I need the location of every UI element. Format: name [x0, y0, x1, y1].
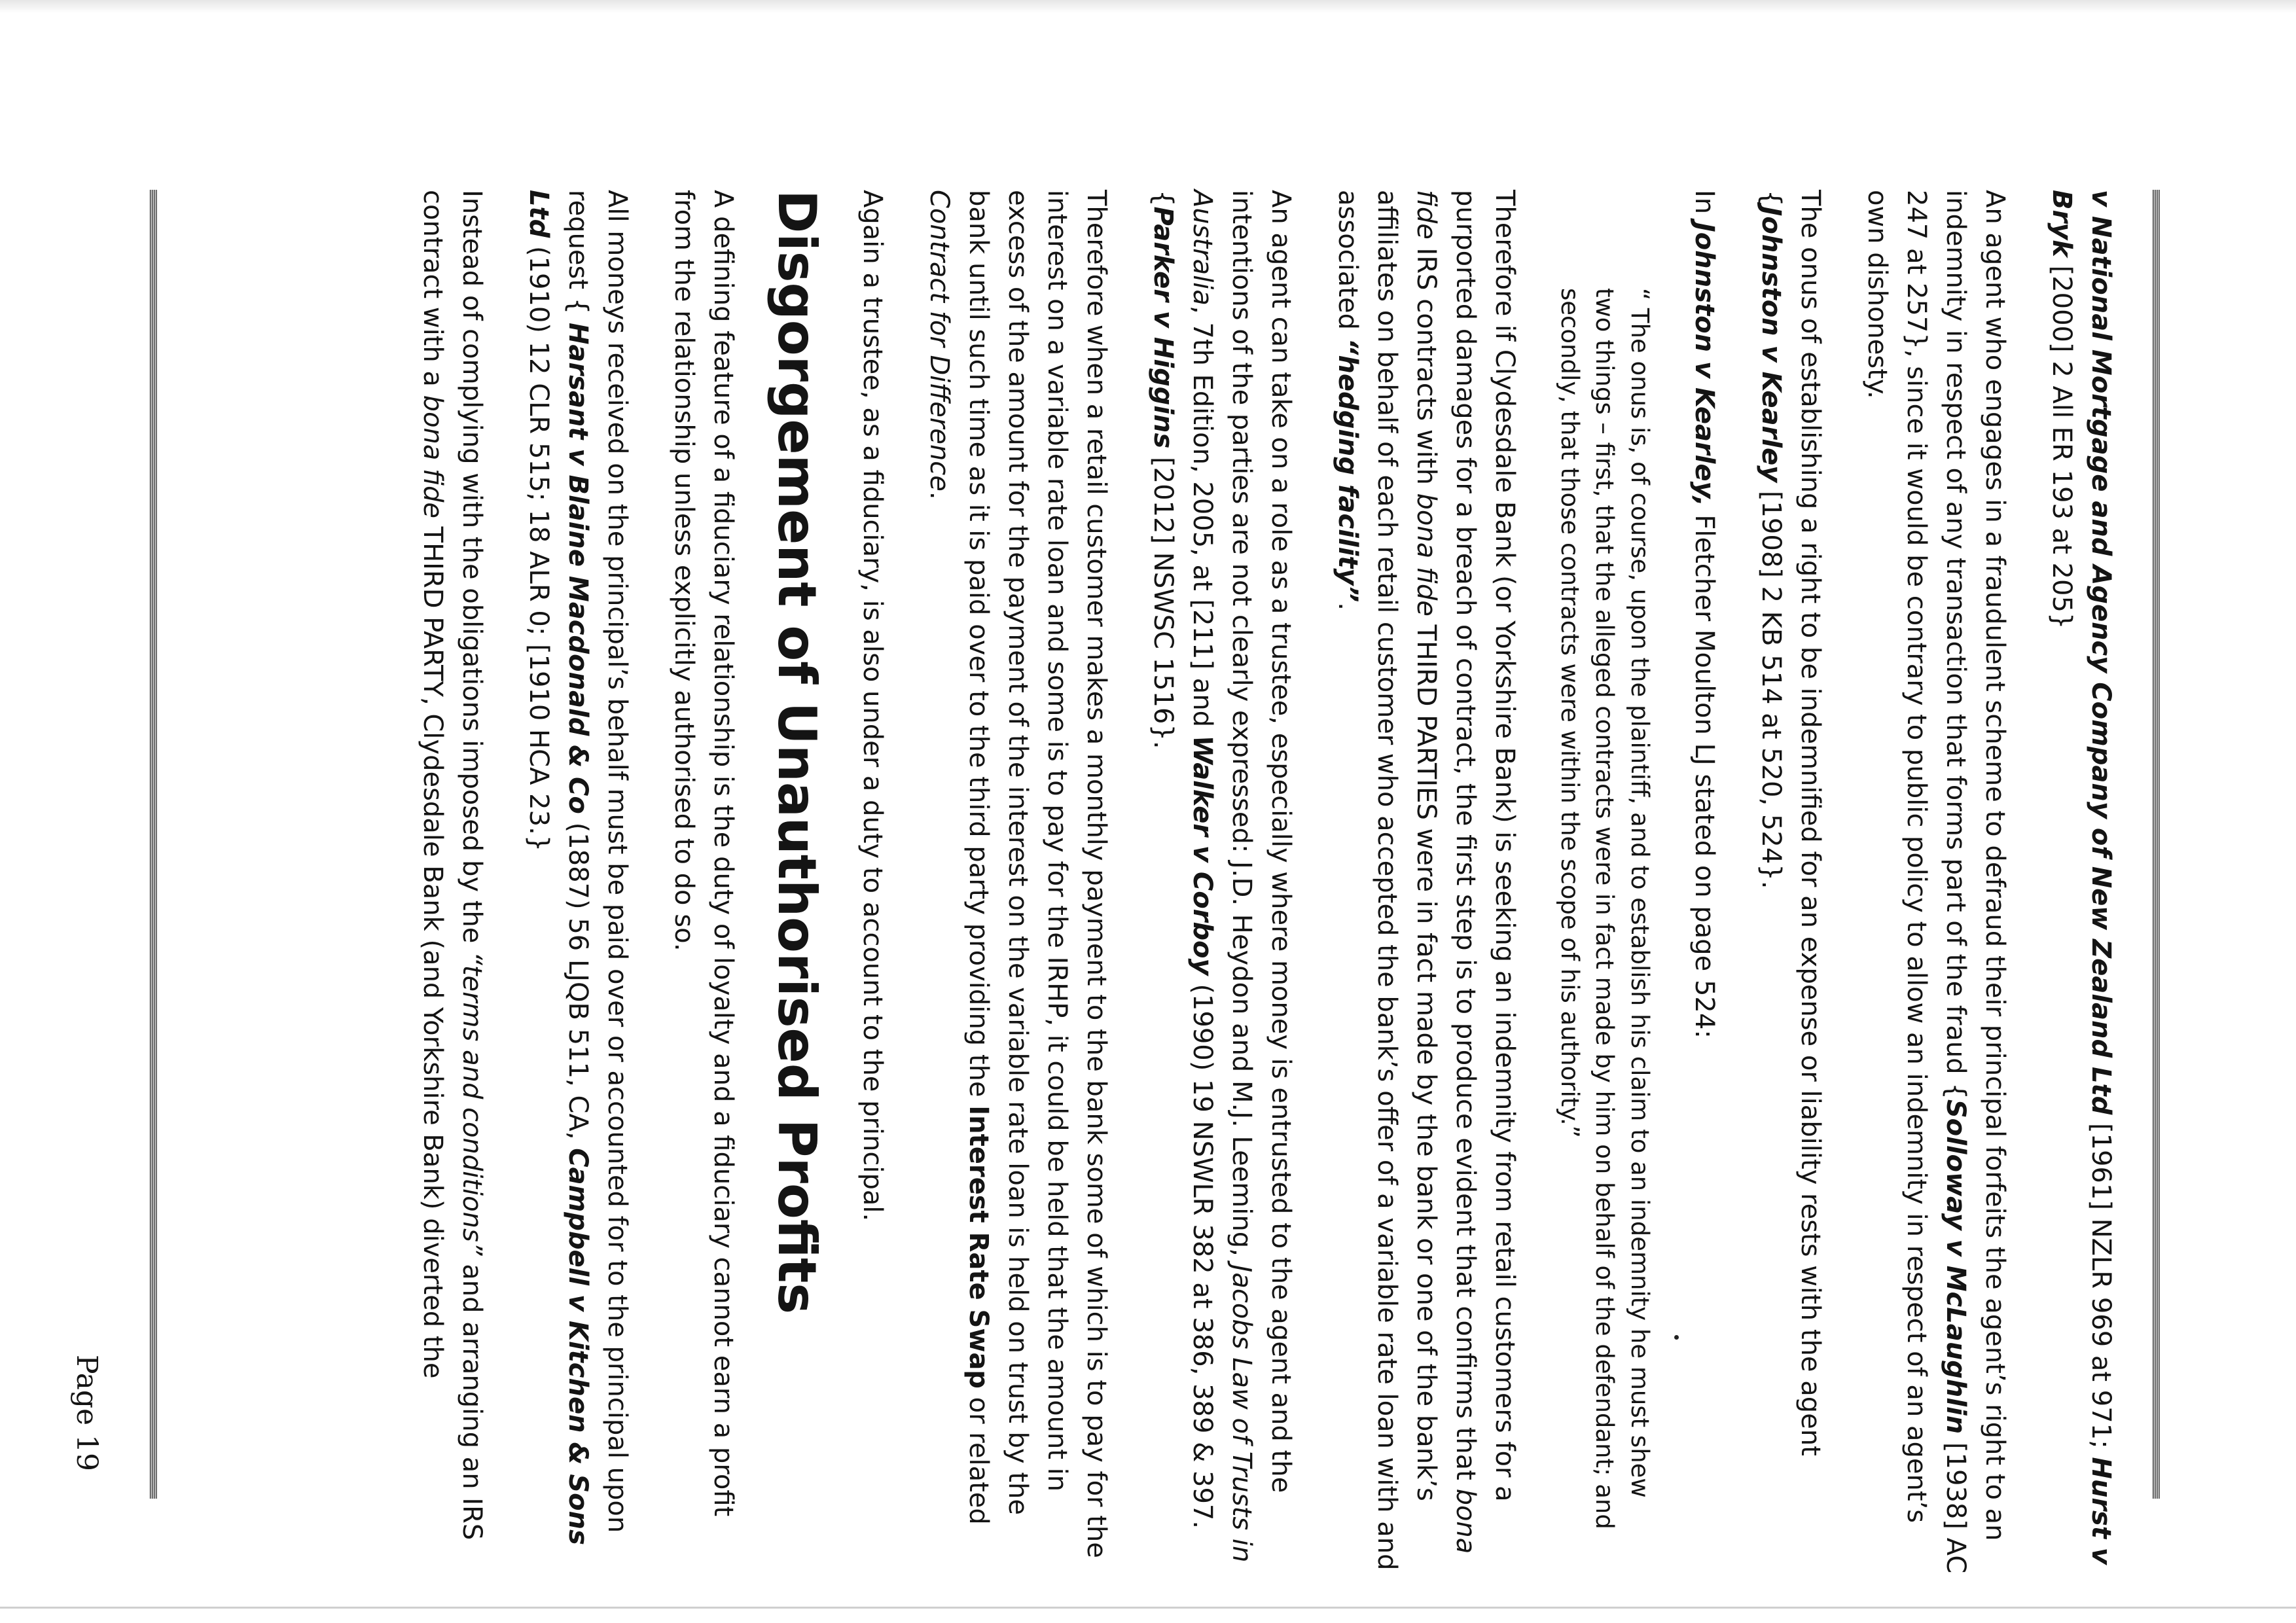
- case-name: Harsant v Blaine Macdonald & Co: [563, 322, 594, 814]
- paragraph-text: [2012] NSWSC 1516}.: [1148, 448, 1179, 749]
- footer-rule: [149, 190, 157, 1499]
- paragraph-text: In: [1689, 190, 1719, 223]
- case-name: Johnston v Kearley,: [1689, 222, 1719, 507]
- paragraph-text: .: [924, 491, 955, 500]
- paragraph-text: Fletcher Moulton LJ stated on page 524:: [1689, 506, 1719, 1039]
- italic-text: bona fide: [1411, 493, 1442, 616]
- bold-term: Interest Rate Swap: [963, 1105, 994, 1389]
- header-rule: [2152, 190, 2160, 1499]
- case-name: Solloway v McLaughlin: [1941, 1099, 1971, 1435]
- paragraph-text: An agent can take on a role as a trustee, especially where money is entrusted to the agent and the intentions of the parties are not clearly expressed: J.D. Heydon and M.J. Leeming,: [1227, 190, 1297, 1493]
- paragraph-indemnity-evidence: [1328, 190, 1524, 1584]
- scan-edge-shadow: [0, 0, 2296, 13]
- paragraph-agent-trustee: [1143, 190, 1300, 1584]
- case-name: Hurst v Bryk: [2047, 190, 2116, 1565]
- paragraph-instead-of-complying: [413, 190, 492, 1584]
- paragraph-text: THIRD PARTIES were in fact made by the bank or one of the bank’s affiliates on behalf of each retail customer who accepted the bank’s offer of a variable rate loan with and associated: [1333, 190, 1442, 1571]
- paragraph-text: [2000] 2 All ER 193 at 205}: [2047, 257, 2077, 630]
- paragraph-text: Instead of complying with the obligations imposed by the: [457, 190, 488, 952]
- paragraph-text: and arranging an IRS contract with a: [418, 190, 488, 1541]
- paragraph-text: IRS contracts with: [1411, 239, 1442, 493]
- paragraph-text: An agent who engages in a fraudulent scheme to defraud their principal forfeits the agent’s right to an indemnity in respect of any transaction that forms part of the fraud {: [1941, 190, 2010, 1541]
- paragraph-onus: [1751, 190, 1830, 1584]
- paragraph-text: [1938] AC 247 at 257}, since it would be contrary to public policy to allow an indemnity in respect of an agent’s own dishonesty.: [1862, 190, 1971, 1574]
- paragraph-text: (1910) 12 CLR 515; 18 ALR 0; [1910 HCA 23.}: [524, 238, 554, 852]
- paragraph-text: (1990) 19 NSWLR 382 at 386, 389 & 397. {: [1148, 190, 1218, 1529]
- italic-text: “terms and conditions”: [457, 952, 488, 1256]
- case-name: Campbell v Kitchen & Sons Ltd: [524, 190, 594, 1545]
- italic-text: bona fide: [418, 395, 448, 518]
- paragraph-text: (1887) 56 LJQB 511, CA,: [563, 813, 594, 1149]
- book-title: Jacobs Law of Trusts in Australia: [1187, 190, 1257, 1563]
- section-heading: Disgorgement of Unauthorised Profits: [766, 190, 828, 1315]
- paragraph-text: .: [1333, 602, 1363, 611]
- case-name: Parker v Higgins: [1148, 206, 1179, 449]
- block-quote: “ The onus is, of course, upon the plaintiff, and to establish his claim to an indemnity he must shew two things – first, that the alleged contracts were in fact made by him on behalf of the defendant; and secondly, that those contracts were within the scope of his authority.”: [1555, 288, 1654, 1529]
- page-number: Page 19: [70, 1355, 103, 1472]
- case-name: Johnston v Kearley: [1756, 206, 1786, 483]
- paragraph-text: or related: [963, 1388, 994, 1525]
- paragraph-trustee-duty: Again a trustee, as a fiduciary, is also under a duty to account to the principal.: [857, 190, 888, 1222]
- paragraph-quote-intro: [1685, 190, 1724, 1584]
- italic-text: bona fide: [1411, 190, 1481, 1554]
- paragraph-text: The onus of establishing a right to be indemnified for an expense or liability rests with the agent {: [1756, 190, 1825, 1456]
- rotated-page-content: [70, 190, 2160, 1623]
- paragraph-text: Therefore when a retail customer makes a monthly payment to the bank some of which is to pay for the interest on a variable rate loan and some is to pay for the IRHP, it could be held that the amount in excess of the amount for the payment of the interest on the variable rate loan is held on trust by the bank until such time as it is paid over to the third party providing the: [963, 190, 1112, 1558]
- case-name: Walker v Corboy: [1187, 735, 1218, 976]
- paragraph-text: [1961] NZLR 969 at 971;: [2086, 1115, 2116, 1457]
- paragraph-moneys-received: [519, 190, 637, 1584]
- italic-text: Contract for Difference: [924, 190, 955, 491]
- paragraph-fiduciary-loyalty: A defining feature of a fiduciary relationship is the duty of loyalty and a fiduciary cannot earn a profit from the relationship unless explicitly authorised to do so.: [669, 190, 739, 1517]
- document-body: [386, 190, 2121, 1584]
- paragraph-text: , 7th Edition, 2005, at [211] and: [1187, 305, 1218, 736]
- paragraph-monthly-payment: [920, 190, 1116, 1584]
- paragraph-text: THIRD PARTY, Clydesdale Bank (and Yorkshire Bank) diverted the: [418, 518, 448, 1379]
- paragraph-text: All moneys received on the principal’s behalf must be paid over or accounted for to the principal upon request {: [563, 190, 633, 1533]
- paragraph-text: [1908] 2 KB 514 at 520, 524}.: [1756, 482, 1786, 889]
- paragraph-text: Therefore if Clydesdale Bank (or Yorkshire Bank) is seeking an indemnity from retail customers for a purported damages for a breach of contract, the first step is to produce evident that confirms that: [1450, 190, 1520, 1502]
- paragraph-citation-continued: [2042, 190, 2121, 1584]
- paragraph-fraudulent-scheme: [1857, 190, 2015, 1584]
- case-name: v National Mortgage and Agency Company of New Zealand Ltd: [2086, 190, 2116, 1115]
- bold-italic-term: “hedging facility”: [1333, 338, 1363, 603]
